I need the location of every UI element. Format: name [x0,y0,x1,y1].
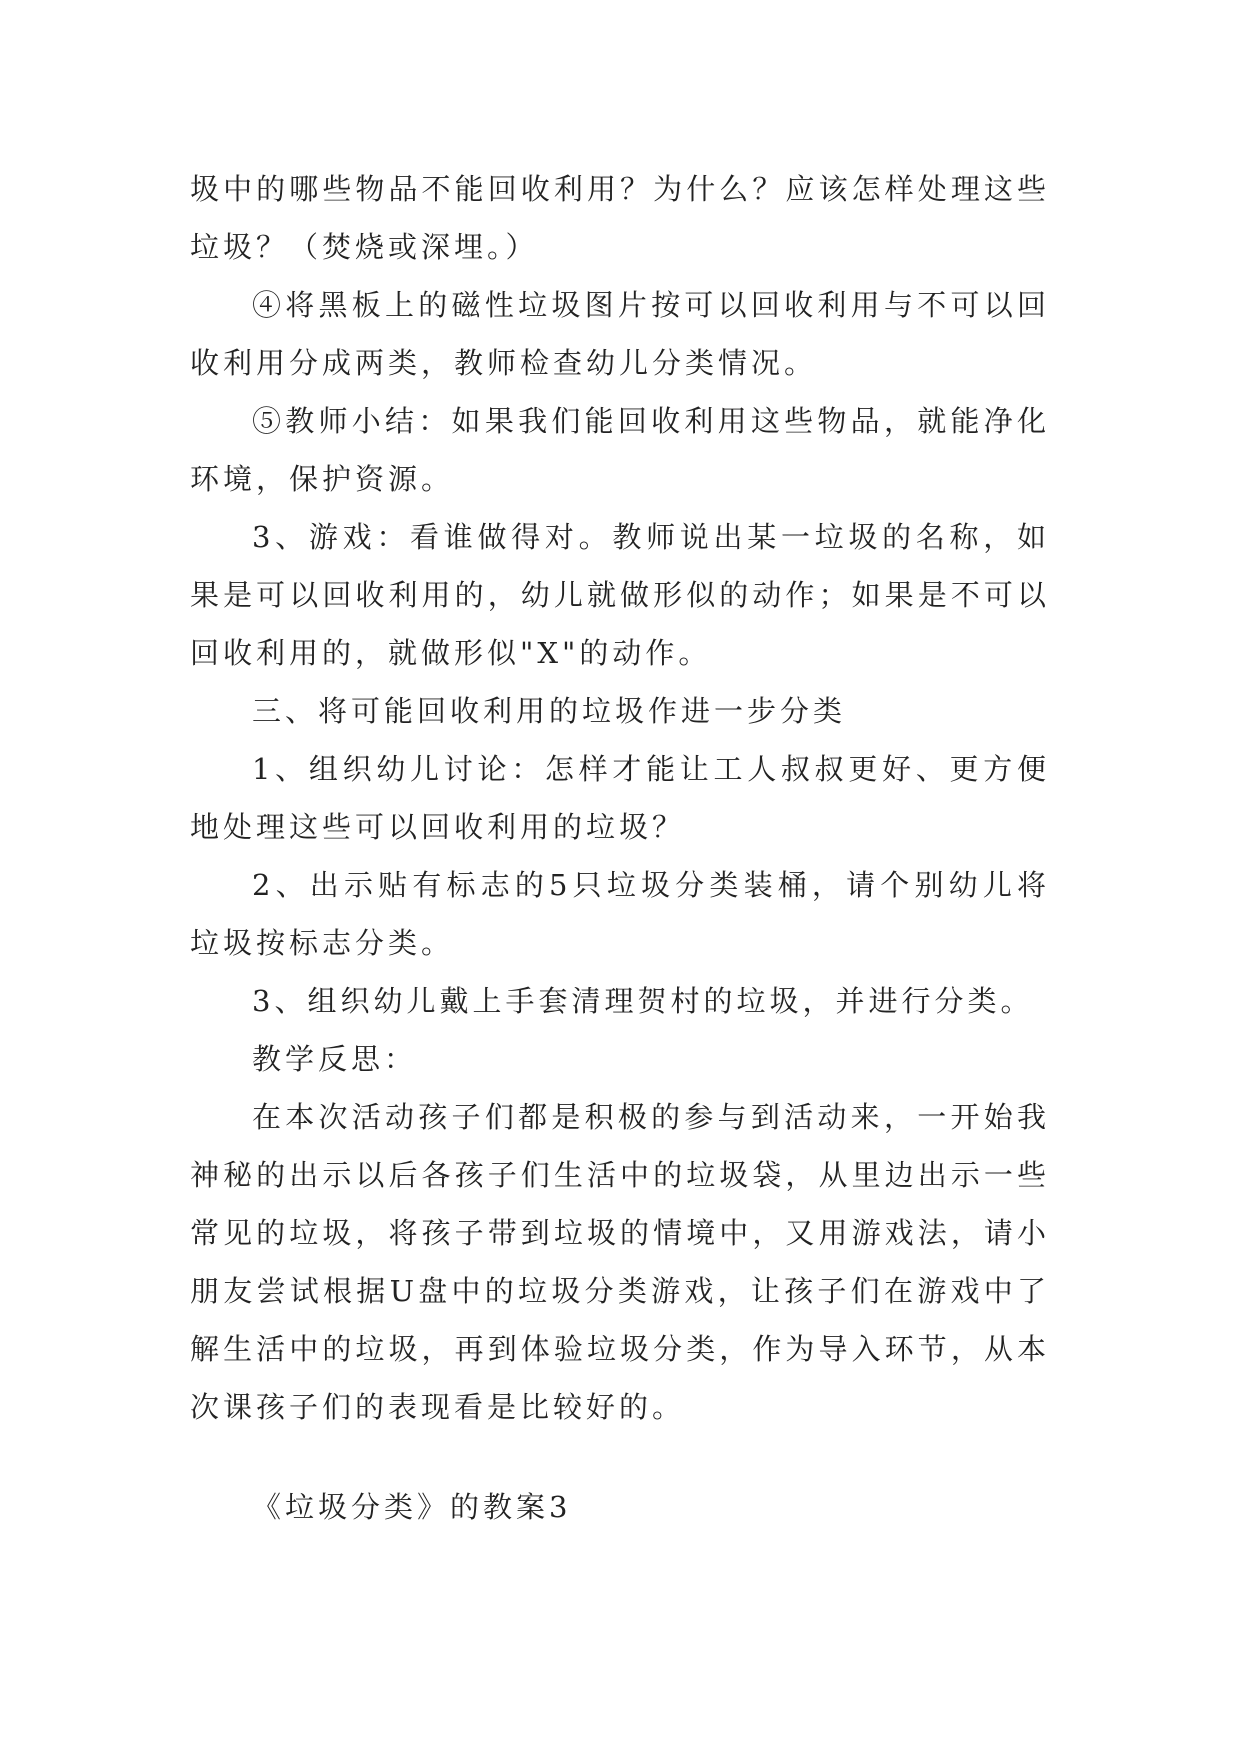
paragraph-1: 圾中的哪些物品不能回收利用？为什么？应该怎样处理这些垃圾？（焚烧或深埋。） [190,172,1050,264]
paragraph-8: 3、组织幼儿戴上手套清理贺村的垃圾，并进行分类。 [252,984,1034,1018]
paragraph-5-heading: 三、将可能回收利用的垃圾作进一步分类 [252,694,847,728]
paragraph-3: ⑤教师小结：如果我们能回收利用这些物品，就能净化环境，保护资源。 [190,404,1050,496]
paragraph-10-reflection: 在本次活动孩子们都是积极的参与到活动来，一开始我神秘的出示以后各孩子们生活中的垃圾袋，从里边出示一些常见的垃圾，将孩子带到垃圾的情境中，又用游戏法，请小朋友尝试根据U盘中的垃圾分类游戏，让孩子们在游戏中了解生活中的垃圾，再到体验垃圾分类，作为导入环节，从本次课孩子们的表现看是比较好的。 [190,1100,1050,1424]
paragraph-6: 1、组织幼儿讨论：怎样才能让工人叔叔更好、更方便地处理这些可以回收利用的垃圾？ [190,752,1050,844]
body-text [190,160,1050,1436]
paragraph-7: 2、出示贴有标志的5只垃圾分类装桶，请个别幼儿将垃圾按标志分类。 [190,868,1050,960]
paragraph-4: 3、游戏：看谁做得对。教师说出某一垃圾的名称，如果是可以回收利用的，幼儿就做形似的动作；如果是不可以回收利用的，就做形似"X"的动作。 [190,520,1050,670]
section-title: 《垃圾分类》的教案3 [252,1490,572,1524]
paragraph-9-reflection-label: 教学反思： [252,1042,418,1076]
paragraph-2: ④将黑板上的磁性垃圾图片按可以回收利用与不可以回收利用分成两类，教师检查幼儿分类情况。 [190,288,1050,380]
